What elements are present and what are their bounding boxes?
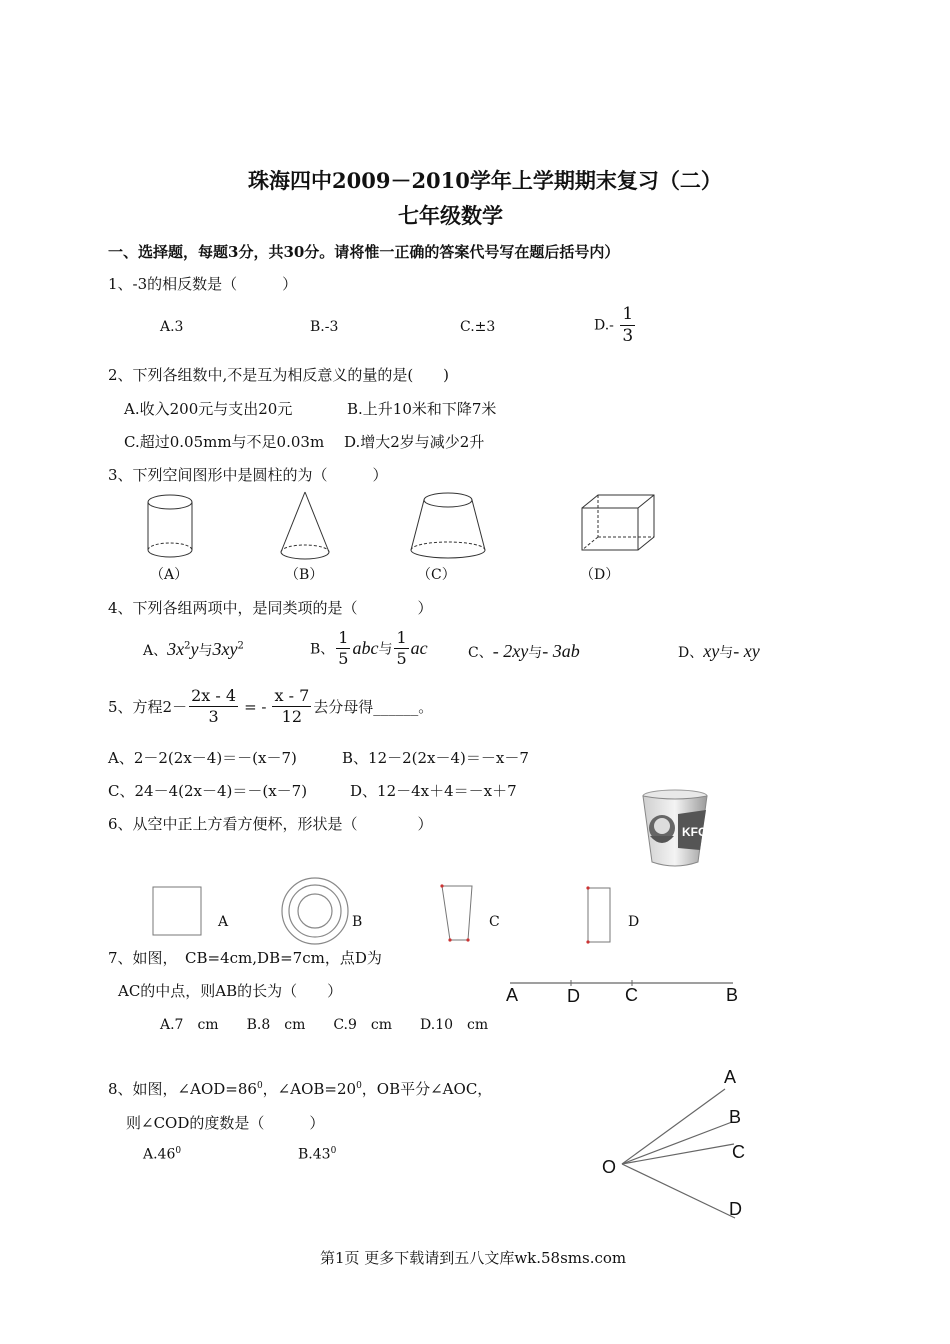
q8-point-d: D [729, 1199, 742, 1219]
question-5-stem [108, 688, 433, 725]
q5-frac2-den: 12 [281, 707, 303, 726]
kfc-cup-image [640, 788, 710, 870]
q3-label-b: （B） [285, 567, 324, 583]
q1-d-prefix: D.- [594, 317, 614, 334]
q4-b-frac1-num: 1 [338, 628, 349, 647]
q5-option-a: A、2－2(2x－4)＝－(x－7) [108, 749, 297, 767]
question-2-stem: 2、下列各组数中,不是互为相反意义的量的是( ) [108, 366, 450, 384]
q4-b-frac1-den: 5 [338, 649, 349, 668]
q7-point-d: D [567, 986, 580, 1006]
q1-option-a: A.3 [160, 319, 184, 335]
q2-option-a: A.收入200元与支出20元 [124, 400, 293, 418]
q6-label-c: C [489, 914, 500, 930]
q4-b-term2: ac [410, 638, 428, 658]
kfc-cup-text: KFC [682, 825, 707, 839]
q8-point-b: B [729, 1107, 742, 1127]
q5-stem-suffix: 去分母得______。 [313, 698, 434, 716]
page-subtitle: 七年级数学 [398, 203, 503, 228]
q2-option-c: C.超过0.05mm与不足0.03m [124, 433, 325, 451]
q5-equals: = - [244, 697, 267, 716]
q5-fraction-2 [272, 688, 311, 725]
q4-a-term1: 3x [167, 639, 185, 659]
question-7-stem-line1: 7、如图， CB=4cm,DB=7cm，点D为 [108, 949, 382, 967]
q8-stem-part1: 8、如图，∠AOD=86 [108, 1080, 257, 1098]
q8-point-a: A [724, 1067, 737, 1087]
q8-degree-2: 0 [356, 1081, 362, 1091]
q5-frac1-den: 3 [208, 707, 219, 726]
q2-option-d: D.增大2岁与减少2升 [344, 433, 485, 451]
q4-a-join: 与 [198, 643, 213, 659]
q4-a-exp2: 2 [237, 640, 244, 652]
cone-figure [275, 490, 335, 562]
q1-d-numerator: 1 [622, 304, 634, 324]
q4-option-a [143, 639, 244, 660]
q5-fraction-1 [189, 688, 238, 725]
view-rectangle [582, 884, 616, 946]
q4-option-c [468, 641, 580, 662]
page-title: 珠海四中2009－2010学年上学期期末复习（二） [248, 168, 722, 193]
q6-label-a: A [218, 914, 229, 930]
question-3-stem: 3、下列空间图形中是圆柱的为（ ） [108, 466, 388, 484]
q8-stem-part2: ，∠AOB=20 [262, 1080, 357, 1098]
q4-b-frac2 [394, 630, 408, 667]
q5-option-c: C、24－4(2x－4)＝－(x－7) [108, 782, 308, 800]
q4-b-frac2-num: 1 [396, 628, 407, 647]
q4-c-label: C、 [468, 645, 493, 661]
q5-frac1-num: 2x - 4 [191, 686, 237, 705]
q4-d-join: 与 [719, 645, 734, 661]
view-trapezoid [438, 882, 478, 944]
question-8-stem-line1 [108, 1078, 492, 1099]
q8-a-text: A.46 [143, 1146, 176, 1163]
q5-option-d: D、12－4x＋4＝－x＋7 [350, 782, 517, 800]
q5-stem-prefix: 5、方程2－ [108, 698, 188, 716]
question-1-stem: 1、-3的相反数是（ ） [108, 275, 298, 293]
q4-b-frac1 [336, 630, 350, 667]
q6-label-b: B [352, 914, 363, 930]
q7-options: A.7 cm B.8 cm C.9 cm D.10 cm [160, 1017, 489, 1033]
q2-option-b: B.上升10米和下降7米 [347, 400, 497, 418]
cube-figure [578, 492, 660, 554]
q1-option-b: B.-3 [310, 319, 339, 335]
question-6-stem: 6、从空中正上方看方便杯，形状是（ ） [108, 815, 433, 833]
q1-option-c: C.±3 [460, 319, 496, 335]
q4-b-join: 与 [378, 641, 393, 658]
question-7-stem-line2: AC的中点，则AB的长为（ ） [118, 982, 343, 1000]
q5-option-b: B、12－2(2x－4)＝－x－7 [342, 749, 529, 767]
q3-label-c: （C） [417, 567, 456, 583]
question-4-stem: 4、下列各组两项中，是同类项的是（ ） [108, 599, 433, 617]
q1-d-fraction [620, 306, 635, 345]
page-footer: 第1页 更多下载请到五八文库wk.58sms.com [320, 1249, 627, 1267]
q4-d-label: D、 [678, 645, 704, 661]
q4-c-term2: - 3ab [542, 641, 580, 661]
q8-a-degree: 0 [175, 1146, 182, 1156]
q8-b-degree: 0 [330, 1146, 337, 1156]
q8-option-a [143, 1146, 181, 1163]
q4-b-term1: abc [352, 638, 379, 658]
q3-label-a: （A） [150, 567, 189, 583]
q6-label-d: D [628, 914, 640, 930]
q8-degree-1: 0 [256, 1081, 263, 1091]
q8-option-b [298, 1146, 336, 1163]
section-heading: 一、选择题，每题3分，共30分。请将惟一正确的答案代号写在题后括号内） [108, 243, 620, 261]
q4-d-term2: - xy [733, 641, 760, 661]
view-ring [280, 876, 352, 948]
q8-point-c: C [732, 1142, 745, 1162]
q7-point-b: B [726, 985, 739, 1005]
q4-a-term1b: y [190, 639, 199, 659]
q4-d-term1: xy [703, 641, 720, 661]
q4-b-label: B、 [310, 641, 335, 658]
q4-c-term1: - 2xy [492, 641, 529, 661]
view-square [152, 886, 204, 938]
question-8-stem-line2: 则∠COD的度数是（ ） [126, 1114, 325, 1132]
q4-b-frac2-den: 5 [396, 649, 407, 668]
q1-option-d [594, 306, 637, 345]
q4-option-d [678, 641, 760, 662]
q4-a-exp1: 2 [184, 640, 191, 652]
q3-label-d: （D） [580, 567, 620, 583]
q7-point-a: A [506, 985, 519, 1005]
q4-a-term2: 3xy [212, 639, 238, 659]
q1-d-denominator: 3 [622, 326, 634, 346]
q8-point-o: O [602, 1157, 617, 1177]
q4-c-join: 与 [528, 645, 543, 661]
cylinder-figure [140, 492, 200, 562]
q4-a-label: A、 [143, 643, 168, 659]
q7-point-c: C [625, 985, 638, 1005]
q8-stem-part3: ，OB平分∠AOC， [361, 1080, 493, 1098]
q5-frac2-num: x - 7 [274, 686, 310, 705]
frustum-figure [403, 490, 493, 564]
q4-option-b [310, 630, 428, 667]
q8-b-text: B.43 [298, 1146, 331, 1163]
